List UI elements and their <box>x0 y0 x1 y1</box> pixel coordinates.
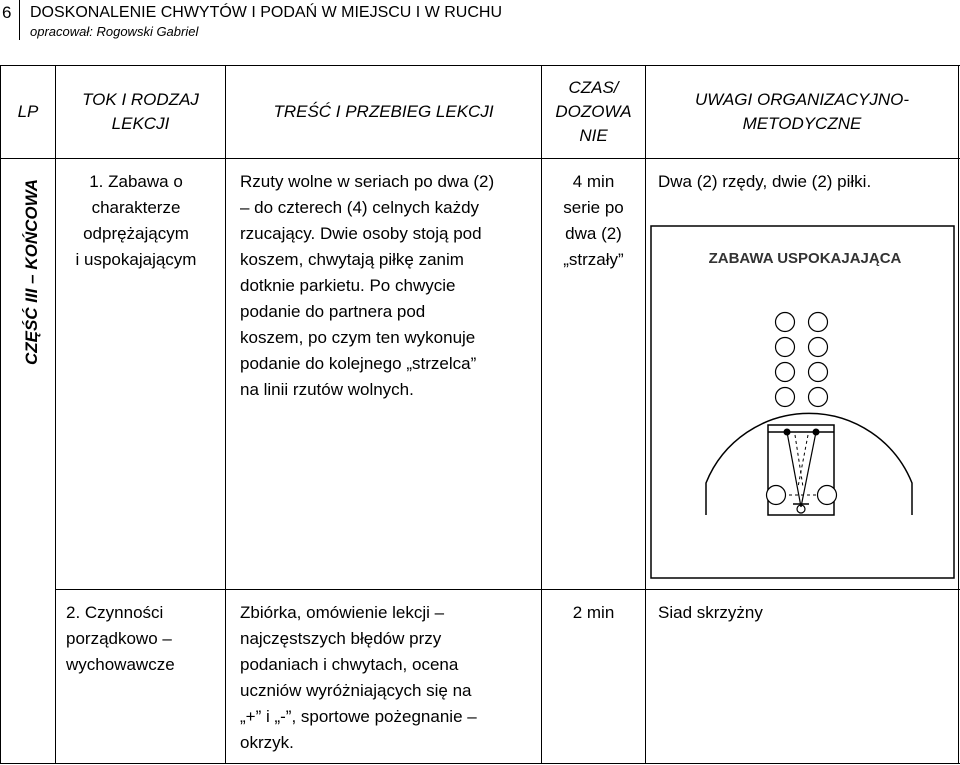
table-row-1-tok <box>56 169 216 273</box>
tok-line: odprężającym <box>83 224 189 243</box>
czas-line: „strzały” <box>563 250 624 269</box>
tresc-line: „+” i „-”, sportowe pożegnanie – <box>240 707 477 726</box>
czas-line: dwa (2) <box>565 224 622 243</box>
document-title: DOSKONALENIE CHWYTÓW I PODAŃ W MIEJSCU I W RUCHU <box>30 4 503 21</box>
table-row-2-czas <box>542 600 645 626</box>
table-row-2-uwagi: Siad skrzyżny <box>658 603 763 622</box>
table-right-border <box>958 65 959 764</box>
player-marker <box>767 486 786 505</box>
tresc-line: uczniów wyróżniających się na <box>240 681 472 700</box>
tresc-line: – do czterech (4) celnych każdy <box>240 198 480 217</box>
table-row-2-tok <box>66 600 221 678</box>
tresc-line: koszem, po czym ten wykonuje <box>240 328 476 347</box>
header-czas <box>542 76 645 148</box>
tresc-line: na linii rzutów wolnych. <box>240 380 414 399</box>
player-marker <box>776 338 795 357</box>
header-uwagi <box>646 88 958 136</box>
diagram-title: ZABAWA USPOKAJAJĄCA <box>708 250 902 267</box>
tresc-line: podanie do partnera pod <box>240 302 426 321</box>
court-diagram <box>650 225 955 580</box>
tresc-line: koszem, chwytają piłkę zanim <box>240 250 464 269</box>
table-left-border <box>0 65 1 764</box>
table-top-border <box>0 65 960 66</box>
header-lp: LP <box>17 102 39 121</box>
player-marker <box>809 338 828 357</box>
table-row-1-czas <box>542 169 645 273</box>
tok-line: charakterze <box>91 198 181 217</box>
tresc-line: podanie do kolejnego „strzelca” <box>240 354 477 373</box>
header-uwagi-line: METODYCZNE <box>742 114 862 133</box>
player-marker <box>818 486 837 505</box>
table-row-1-tresc <box>240 169 540 403</box>
header-uwagi-line: UWAGI ORGANIZACYJNO- <box>694 90 910 109</box>
header-tresc: TREŚĆ I PRZEBIEG LEKCJI <box>273 102 494 121</box>
header-czas-line: NIE <box>579 126 608 145</box>
czas-line: 2 min <box>572 603 615 622</box>
header-tok <box>56 88 225 136</box>
tok-line: porządkowo – <box>66 629 172 648</box>
player-marker <box>776 313 795 332</box>
tok-line: 2. Czynności <box>66 603 164 622</box>
header-row-border <box>0 158 960 159</box>
header-tok-line: LEKCJI <box>111 114 170 133</box>
header-divider <box>19 0 20 40</box>
pass-arrow <box>801 432 816 507</box>
player-marker <box>809 313 828 332</box>
shooter-marker <box>784 429 791 436</box>
tresc-line: okrzyk. <box>240 733 294 752</box>
player-marker <box>809 388 828 407</box>
diagram-frame <box>651 226 954 578</box>
row-divider <box>55 589 960 590</box>
column-divider-2 <box>225 65 226 764</box>
page-number: 6 <box>2 3 12 22</box>
player-marker <box>776 388 795 407</box>
tok-line: 1. Zabawa o <box>89 172 183 191</box>
tresc-line: najczęstszych błędów przy <box>240 629 442 648</box>
section-label: CZĘŚĆ III – KOŃCOWA <box>22 178 41 366</box>
player-marker <box>809 363 828 382</box>
pass-arrow <box>787 432 801 507</box>
czas-line: serie po <box>563 198 624 217</box>
player-marker <box>776 363 795 382</box>
tresc-line: podaniach i chwytach, ocena <box>240 655 459 674</box>
tok-line: wychowawcze <box>66 655 175 674</box>
table-bottom-border <box>0 763 960 764</box>
tresc-line: dotknie parkietu. Po chwycie <box>240 276 456 295</box>
document-author: opracował: Rogowski Gabriel <box>30 24 199 39</box>
tresc-line: Zbiórka, omówienie lekcji – <box>240 603 445 622</box>
table-row-1-uwagi: Dwa (2) rzędy, dwie (2) piłki. <box>658 172 872 191</box>
czas-line: 4 min <box>572 172 615 191</box>
header-czas-line: CZAS/ <box>568 78 619 97</box>
shooter-marker <box>813 429 820 436</box>
table-row-2-tresc <box>240 600 540 756</box>
header-czas-line: DOZOWA <box>555 102 632 121</box>
header-tok-line: TOK I RODZAJ <box>82 90 199 109</box>
tresc-line: rzucający. Dwie osoby stoją pod <box>240 224 482 243</box>
tresc-line: Rzuty wolne w seriach po dwa (2) <box>240 172 495 191</box>
column-divider-4 <box>645 65 646 764</box>
tok-line: i uspokajającym <box>75 250 197 269</box>
